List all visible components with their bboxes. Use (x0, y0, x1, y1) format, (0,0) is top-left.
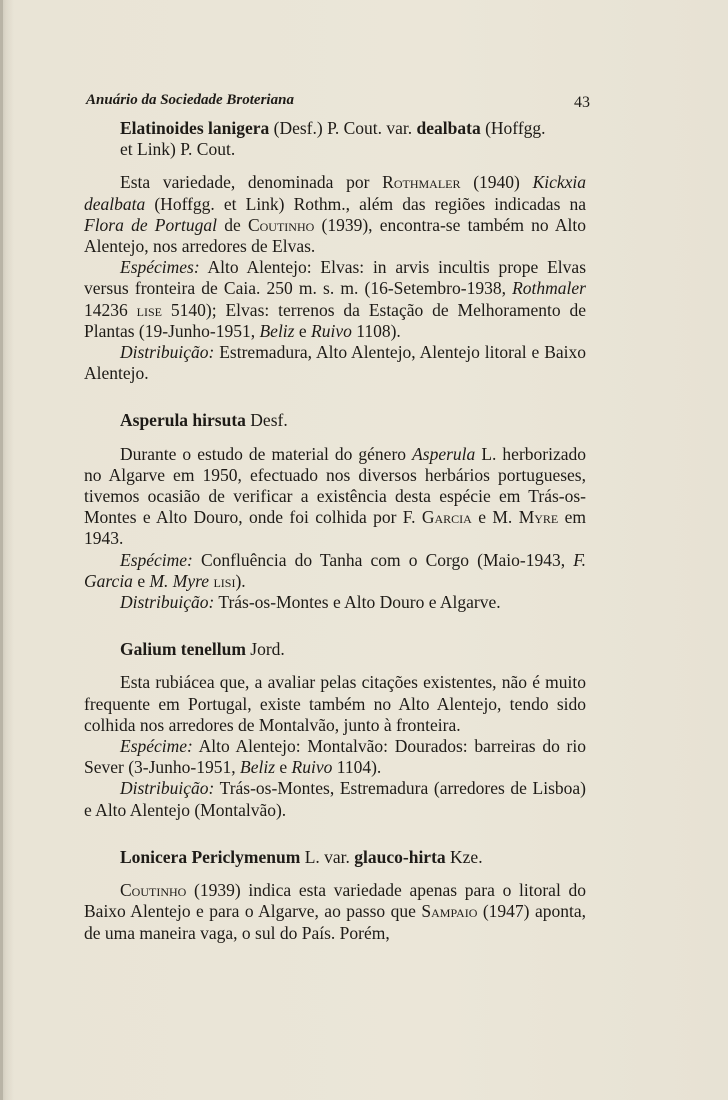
section-lonicera (84, 847, 586, 944)
taxon-name: Asperula (412, 443, 476, 464)
text-run: e (279, 757, 288, 778)
collector-name: Beliz (259, 320, 295, 341)
specimens-paragraph (84, 257, 586, 342)
field-label: Espécime: (120, 736, 193, 757)
taxon-author: Jord. (250, 639, 285, 660)
text-run: ). (235, 570, 246, 591)
author-name: Rothmaler (382, 172, 461, 193)
variety-author: Kze. (450, 846, 483, 867)
taxon-name: Asperula hirsuta (120, 410, 246, 431)
taxon-author: Desf. (250, 410, 288, 431)
text-run: Durante o estudo de material do género (120, 443, 407, 464)
distribution-paragraph (84, 778, 586, 820)
taxon-name: Elatinoides lanigera (120, 118, 270, 138)
text-run: L. herborizado no Algarve em 1950, efectuado nos diversos herbários portugueses, tivemos ocasião de verificar a existência desta espécie em Trás-os-Montes e Alto Douro, onde foi colhida por F. (84, 443, 587, 528)
work-title: Flora de Portugal (84, 214, 218, 235)
page-number: 43 (574, 94, 590, 111)
author-name: Sampaio (421, 901, 478, 922)
text-run: de (224, 214, 241, 235)
author-name: Coutinho (247, 214, 315, 235)
author-name: Coutinho (120, 880, 187, 901)
text-run: em 1943. (84, 507, 587, 549)
text-run: e (137, 570, 146, 591)
text-run: Trás-os-Montes e Alto Douro e Algarve. (218, 592, 501, 613)
variety-author-cont: et Link) P. Cout. (120, 139, 236, 160)
paragraph (84, 172, 586, 257)
text-run: 1104). (336, 757, 382, 778)
text-run: Esta variedade, denominada por (120, 172, 370, 193)
variety-name: dealbata (416, 118, 481, 138)
field-label: Espécimes: (120, 257, 200, 278)
text-run: (1940) (473, 172, 520, 193)
text-run: e M. (478, 507, 513, 528)
text-run: 14236 (84, 299, 128, 320)
section-heading-continued (84, 139, 586, 160)
text-run: Esta rubiácea que, a avaliar pelas citações existentes, não é muito frequente em Portugal, existe também no Alto Alentejo, tendo sido colhida nos arredores de Montalvão, junto à fronteira. (84, 672, 586, 735)
running-title: Anuário da Sociedade Broteriana (86, 92, 294, 108)
herbarium-code: lisi (213, 570, 236, 591)
herbarium-code: lise (136, 299, 162, 320)
collector-name: Rothmaler (512, 278, 586, 299)
variety-name: glauco-hirta (354, 846, 446, 867)
taxon-name: Lonicera Periclymenum (120, 846, 301, 867)
text-run: (1947) aponta, de uma maneira vaga, o sul do País. Porém, (84, 901, 586, 943)
text-run: Estremadura, Alto Alentejo, Alentejo litoral e Baixo Alentejo. (84, 342, 587, 384)
taxon-author: (Desf.) P. Cout. var. (273, 118, 413, 138)
text-run: Alto Alentejo: Elvas: in arvis incultis prope Elvas versus fronteira de Caia. 250 m. s. m. (16-Setembro-1938, (84, 257, 586, 299)
page-body (84, 118, 586, 944)
paragraph (84, 880, 586, 944)
text-run: 5140); Elvas: terrenos da Estação de Melhoramento de Plantas (19-Junho-1951, (84, 299, 586, 341)
text-run: 1108). (356, 320, 401, 341)
collector-name: Beliz (240, 757, 276, 778)
text-run: Confluência do Tanha com o Corgo (Maio-1943, (201, 549, 566, 570)
text-run: (1939) indica esta variedade apenas para o litoral do Baixo Alentejo e para o Algarve, ao passo que (84, 880, 587, 922)
section-heading (84, 118, 586, 139)
specimens-paragraph (84, 550, 586, 592)
text-run: Trás-os-Montes, Estremadura (arredores de Lisboa) e Alto Alentejo (Montalvão). (84, 778, 586, 820)
field-label: Distribuição: (120, 778, 215, 799)
author-name: Myre (518, 507, 559, 528)
text-run: e (298, 320, 307, 341)
paragraph (84, 444, 586, 550)
collector-name: F. Garcia (84, 549, 587, 591)
text-run: (Hoffgg. et Link) Rothm., além das regiões indicadas na (154, 193, 587, 214)
taxon-name: Galium tenellum (120, 639, 246, 660)
distribution-paragraph (84, 342, 586, 384)
section-galium (84, 639, 586, 821)
text-run: (1939), encontra-se também no Alto Alentejo, nos arredores de Elvas. (84, 214, 587, 257)
section-asperula (84, 410, 586, 613)
author-name: Garcia (421, 507, 472, 528)
section-elatinoides (84, 118, 586, 384)
field-label: Distribuição: (120, 592, 215, 613)
paragraph (84, 672, 586, 736)
collector-name: M. Myre (149, 570, 210, 591)
section-heading (84, 410, 586, 431)
text-run: Alto Alentejo: Montalvão: Dourados: barreiras do rio Sever (3-Junho-1951, (84, 736, 586, 778)
distribution-paragraph (84, 592, 586, 613)
variety-author: (Hoffgg. (485, 118, 546, 138)
section-heading (84, 639, 586, 660)
field-label: Espécime: (120, 549, 193, 570)
taxon-author: L. var. (304, 846, 350, 867)
taxon-name: Kickxia dealbata (84, 172, 587, 214)
collector-name: Ruivo (311, 320, 352, 341)
binding-edge (0, 0, 3, 1100)
collector-name: Ruivo (291, 757, 333, 778)
specimens-paragraph (84, 736, 586, 778)
field-label: Distribuição: (120, 342, 215, 363)
section-heading (84, 847, 586, 868)
page-header (86, 92, 590, 116)
